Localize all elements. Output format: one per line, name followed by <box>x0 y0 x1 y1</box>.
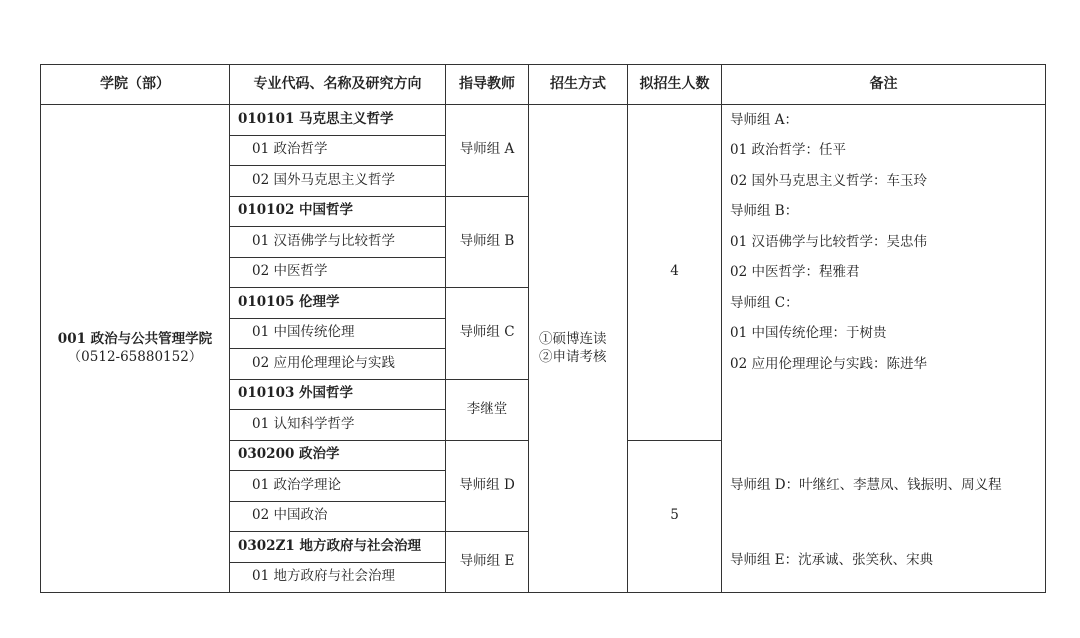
research-direction: 01 认知科学哲学 <box>230 410 446 441</box>
note-line: 导师组 E：沈承诚、张笑秋、宋典 <box>730 552 934 568</box>
notes-cell <box>722 105 1046 593</box>
table-row <box>41 105 1046 136</box>
research-direction: 01 汉语佛学与比较哲学 <box>230 227 446 258</box>
research-direction: 01 地方政府与社会治理 <box>230 562 446 593</box>
research-direction: 02 应用伦理理论与实践 <box>230 349 446 380</box>
header-supervisor: 指导教师 <box>446 65 529 105</box>
note-line: 02 国外马克思主义哲学：车玉玲 <box>730 173 927 189</box>
method-line: ②申请考核 <box>539 348 607 365</box>
note-line: 导师组 A： <box>730 112 799 128</box>
research-direction: 02 中医哲学 <box>230 257 446 288</box>
enrollment-table <box>40 64 1046 593</box>
method-cell <box>529 105 628 593</box>
note-line: 导师组 D：叶继红、李慧凤、钱振明、周义程 <box>730 477 1002 493</box>
note-line: 01 汉语佛学与比较哲学：吴忠伟 <box>730 234 927 250</box>
college-name: 001 政治与公共管理学院 <box>57 330 213 347</box>
program-code: 0302Z1 地方政府与社会治理 <box>230 532 446 563</box>
header-program: 专业代码、名称及研究方向 <box>230 65 446 105</box>
program-code: 010105 伦理学 <box>230 288 446 319</box>
program-code: 010102 中国哲学 <box>230 196 446 227</box>
research-direction: 01 政治学理论 <box>230 471 446 502</box>
note-line: 导师组 B： <box>730 203 799 219</box>
note-line: 01 政治哲学：任平 <box>730 142 846 158</box>
supervisor-cell: 李继堂 <box>446 379 529 440</box>
research-direction: 01 政治哲学 <box>230 135 446 166</box>
header-row <box>41 65 1046 105</box>
supervisor-cell: 导师组 A <box>446 105 529 197</box>
note-line: 02 应用伦理理论与实践：陈进华 <box>730 356 927 372</box>
college-phone: （0512-65880152） <box>67 348 203 365</box>
header-quota: 拟招生人数 <box>628 65 722 105</box>
supervisor-cell: 导师组 E <box>446 532 529 593</box>
program-code: 030200 政治学 <box>230 440 446 471</box>
research-direction: 01 中国传统伦理 <box>230 318 446 349</box>
method-line: ①硕博连读 <box>539 330 607 347</box>
supervisor-cell: 导师组 B <box>446 196 529 288</box>
header-method: 招生方式 <box>529 65 628 105</box>
program-code: 010103 外国哲学 <box>230 379 446 410</box>
research-direction: 02 国外马克思主义哲学 <box>230 166 446 197</box>
research-direction: 02 中国政治 <box>230 501 446 532</box>
supervisor-cell: 导师组 D <box>446 440 529 532</box>
quota-cell: 4 <box>628 105 722 441</box>
quota-cell: 5 <box>628 440 722 593</box>
header-college: 学院（部） <box>41 65 230 105</box>
note-line: 02 中医哲学：程雅君 <box>730 264 860 280</box>
note-line: 01 中国传统伦理：于树贵 <box>730 325 887 341</box>
supervisor-cell: 导师组 C <box>446 288 529 380</box>
program-code: 010101 马克思主义哲学 <box>230 105 446 136</box>
note-line: 导师组 C： <box>730 295 799 311</box>
college-cell <box>41 105 230 593</box>
header-notes: 备注 <box>722 65 1046 105</box>
